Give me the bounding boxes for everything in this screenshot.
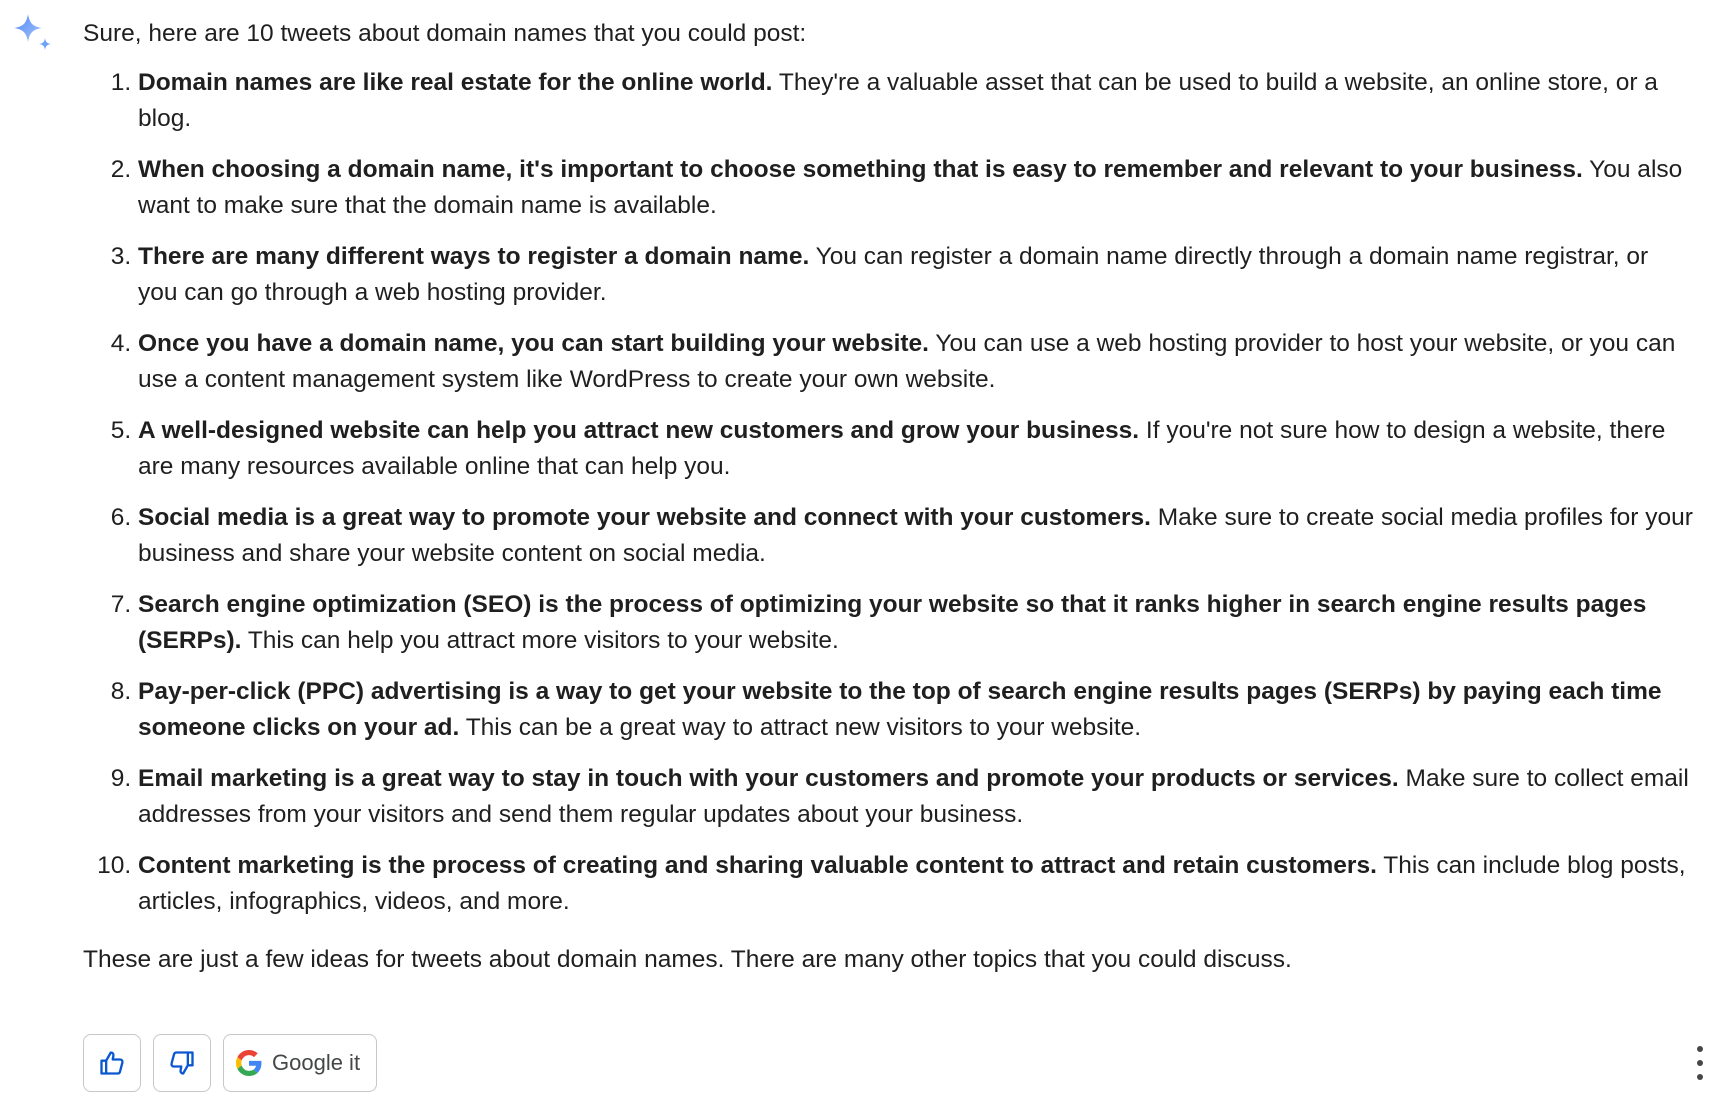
tweet-item [138,413,1693,485]
tweet-headline: Once you have a domain name, you can start building your website. [138,330,929,357]
tweet-headline: There are many different ways to register a domain name. [138,243,810,270]
tweet-body: Make sure to create social media profiles for your business and share your website content on social media. [138,504,1693,567]
tweet-headline: Domain names are like real estate for the online world. [138,69,773,96]
thumbs-up-icon [98,1049,126,1077]
tweet-body: You can register a domain name directly through a domain name registrar, or you can go through a web hosting provider. [138,243,1649,306]
google-it-button[interactable] [223,1034,377,1092]
spark-icon [14,14,54,54]
tweet-headline: Email marketing is a great way to stay in touch with your customers and promote your products or services. [138,765,1399,792]
tweet-headline: Social media is a great way to promote your website and connect with your customers. [138,504,1151,531]
tweet-body: This can include blog posts, articles, infographics, videos, and more. [138,852,1686,915]
response-intro: Sure, here are 10 tweets about domain names that you could post: [83,20,807,47]
tweet-headline: Pay-per-click (PPC) advertising is a way to get your website to the top of search engine results pages (SERPs) by paying each time someone clicks on your ad. [138,678,1662,741]
thumbs-up-button[interactable] [83,1034,141,1092]
tweet-list [83,65,1693,920]
tweet-item [138,500,1693,572]
tweet-item [138,239,1693,311]
tweet-body: They're a valuable asset that can be used to build a website, an online store, or a blog. [138,69,1658,132]
tweet-item [138,326,1693,398]
tweet-headline: When choosing a domain name, it's important to choose something that is easy to remember and relevant to your business. [138,156,1583,183]
tweet-body: This can help you attract more visitors to your website. [241,627,839,654]
tweet-body: You also want to make sure that the domain name is available. [138,156,1683,219]
tweet-item [138,674,1693,746]
tweet-headline: Search engine optimization (SEO) is the process of optimizing your website so that it ranks higher in search engine results pages (SERPs). [138,591,1647,654]
tweet-headline: Content marketing is the process of creating and sharing valuable content to attract and retain customers. [138,852,1377,879]
response-actions [83,1034,377,1092]
tweet-body: You can use a web hosting provider to host your website, or you can use a content management system like WordPress to create your own website. [138,330,1676,393]
tweet-item [138,761,1693,833]
tweet-item [138,152,1693,224]
tweet-body: Make sure to collect email addresses from your visitors and send them regular updates about your business. [138,765,1689,828]
response-outro: These are just a few ideas for tweets about domain names. There are many other topics that you could discuss. [83,946,1292,973]
more-vert-icon-dot [1697,1060,1703,1066]
response-text [83,16,1693,978]
tweet-body: If you're not sure how to design a website, there are many resources available online that can help you. [138,417,1666,480]
tweet-item [138,65,1693,137]
thumbs-down-icon [168,1049,196,1077]
google-it-label: Google it [272,1050,361,1075]
thumbs-down-button[interactable] [153,1034,211,1092]
more-vert-icon-dot [1697,1046,1703,1052]
more-vert-icon-dot [1697,1074,1703,1080]
tweet-body: This can be a great way to attract new visitors to your website. [459,714,1142,741]
google-logo-icon [236,1050,262,1076]
more-options-button[interactable] [1690,1046,1710,1080]
tweet-item [138,848,1693,920]
tweet-item [138,587,1693,659]
tweet-headline: A well-designed website can help you attract new customers and grow your business. [138,417,1140,444]
